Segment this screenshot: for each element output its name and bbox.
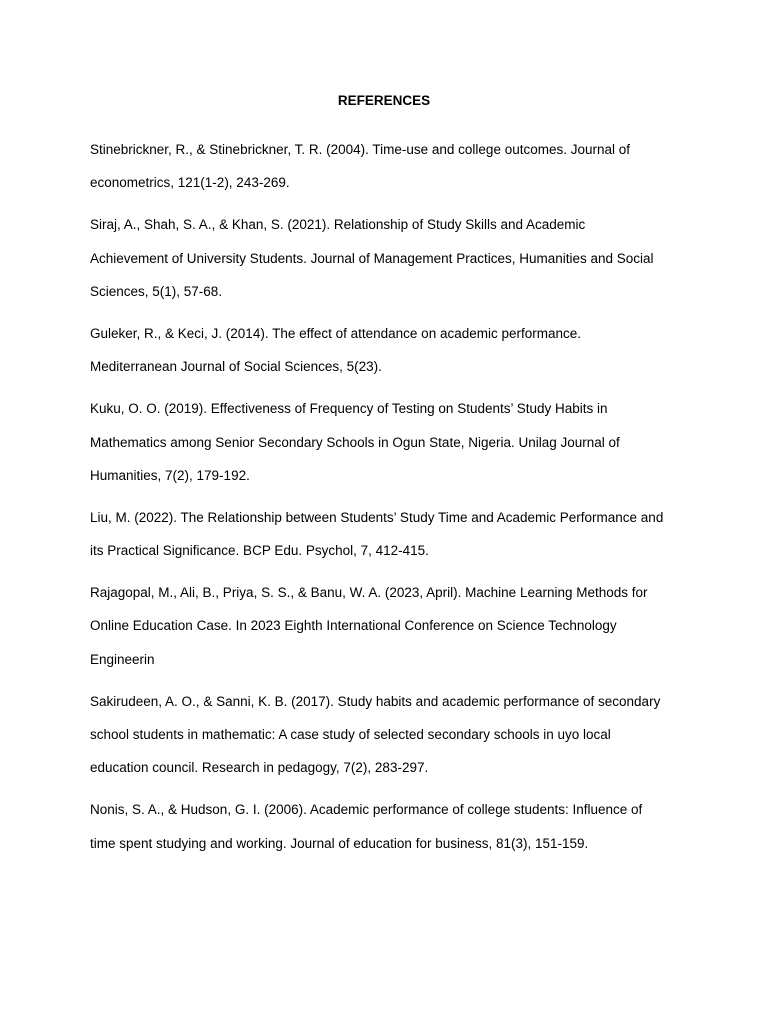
- reference-line: Mathematics among Senior Secondary Schools in Ogun State, Nigeria. Unilag Journal of: [90, 434, 620, 450]
- reference-line: Online Education Case. In 2023 Eighth International Conference on Science Technology: [90, 618, 617, 634]
- reference-line: econometrics, 121(1-2), 243-269.: [90, 175, 290, 191]
- reference-line: Stinebrickner, R., & Stinebrickner, T. R. (2004). Time-use and college outcomes. Journal of: [90, 142, 631, 157]
- reference-entry: [90, 208, 690, 308]
- reference-line: Sciences, 5(1), 57-68.: [90, 283, 223, 299]
- reference-entry: [90, 501, 690, 567]
- reference-line: school students in mathematic: A case study of selected secondary schools in uyo local: [90, 727, 611, 742]
- reference-line: Liu, M. (2022). The Relationship between Students’ Study Time and Academic Performance and: [90, 509, 664, 525]
- reference-line: Siraj, A., Shah, S. A., & Khan, S. (2021). Relationship of Study Skills and Academic: [90, 217, 586, 233]
- reference-line: Humanities, 7(2), 179-192.: [90, 467, 250, 483]
- reference-entry: [90, 793, 690, 859]
- reference-entry: [90, 576, 690, 676]
- references-heading: REFERENCES: [337, 93, 431, 108]
- reference-line: Kuku, O. O. (2019). Effectiveness of Frequency of Testing on Students’ Study Habits in: [90, 401, 608, 417]
- reference-line: Rajagopal, M., Ali, B., Priya, S. S., & Banu, W. A. (2023, April). Machine Learning Methods for: [90, 585, 648, 601]
- reference-entry: [90, 392, 690, 492]
- reference-line: its Practical Significance. BCP Edu. Psychol, 7, 412-415.: [90, 543, 429, 559]
- reference-entry: [90, 133, 690, 199]
- reference-line: Guleker, R., & Keci, J. (2014). The effect of attendance on academic performance.: [90, 325, 582, 341]
- reference-line: Achievement of University Students. Journal of Management Practices, Humanities and Social: [90, 250, 654, 266]
- reference-line: Engineerin: [90, 651, 155, 667]
- reference-line: education council. Research in pedagogy, 7(2), 283-297.: [90, 760, 429, 776]
- reference-line: Nonis, S. A., & Hudson, G. I. (2006). Academic performance of college students: Influence of: [90, 802, 643, 818]
- reference-line: Sakirudeen, A. O., & Sanni, K. B. (2017). Study habits and academic performance of secondary: [90, 693, 661, 709]
- reference-entry: [90, 317, 690, 383]
- reference-list: [90, 133, 690, 869]
- reference-line: time spent studying and working. Journal of education for business, 81(3), 151-159.: [90, 835, 589, 851]
- reference-entry: [90, 685, 690, 785]
- reference-line: Mediterranean Journal of Social Sciences, 5(23).: [90, 359, 382, 375]
